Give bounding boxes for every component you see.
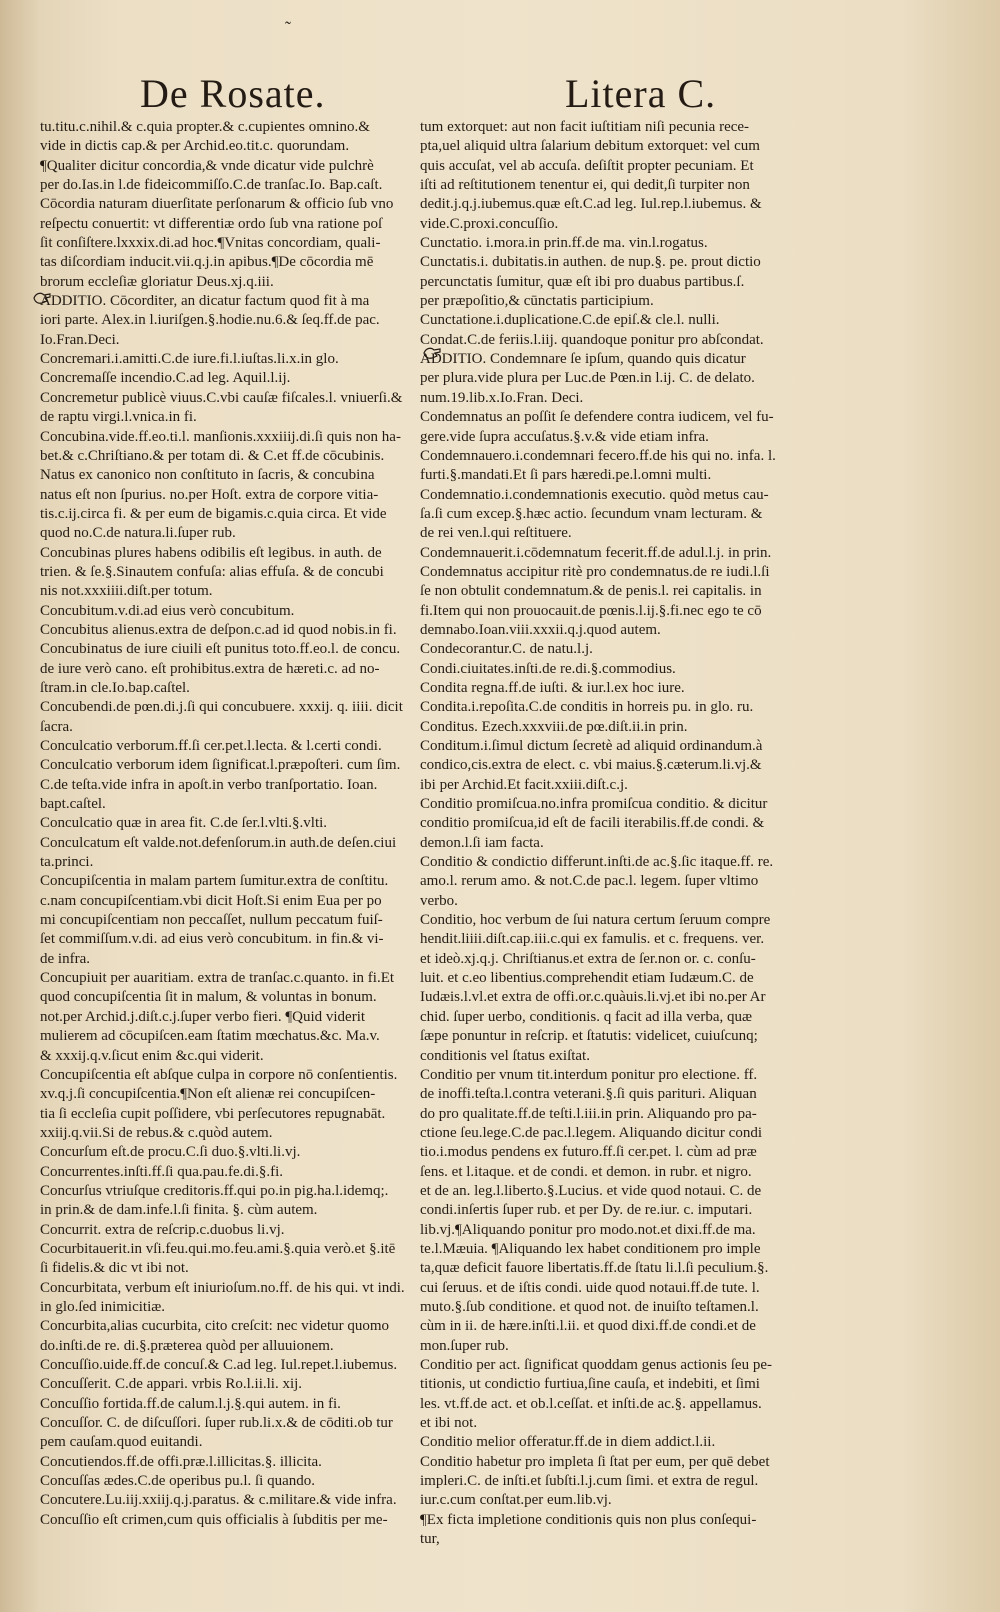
- text-line: Concubendi.de pœn.di.j.ſi qui concubuere. xxxij. q. iiii. dicit: [40, 699, 403, 716]
- text-line: de raptu virgi.l.vnica.in fi.: [40, 409, 197, 426]
- text-line: muto.§.ſub conditione. et quod not. de inuiſto teſtamen.l.: [420, 1298, 759, 1315]
- text-line: quod concupiſcentia ſit in malum, & voluntas in bonum.: [40, 989, 377, 1006]
- text-line: te.l.Mæuia. ¶Aliquando lex habet conditionem pro imple: [420, 1240, 761, 1257]
- text-line: Conditio promiſcua.no.infra promiſcua conditio. & dicitur: [420, 796, 768, 813]
- text-line: tia ſi eccleſia cupit poſſidere, vbi perſecutores repugnabāt.: [40, 1105, 386, 1122]
- text-line: Concurſus vtriuſque creditoris.ff.qui po.in pig.ha.l.idemq;.: [40, 1182, 389, 1199]
- text-line: tas diſcordiam inducit.vii.q.j.in apibus.¶De cōcordia mē: [40, 254, 374, 271]
- text-line: Cunctatione.i.duplicatione.C.de epiſ.& cle.l. nulli.: [420, 312, 720, 329]
- text-line: Concubina.vide.ff.eo.ti.l. manſionis.xxxiiij.di.ſi quis non ha-: [40, 428, 401, 445]
- text-line: conditionis vel ſtatus exiſtat.: [420, 1047, 590, 1064]
- running-head-right: Litera C.: [565, 71, 717, 116]
- text-line: bet.& c.Chriſtiano.& per totam di. & C.et ff.de cōcubinis.: [40, 447, 385, 464]
- text-line: Conculcatio verborum idem ſignificat.l.præpoſteri. cum ſim.: [40, 757, 401, 774]
- text-line: amo.l. rerum amo. & not.C.de pac.l. legem. ſuper vltimo: [420, 873, 759, 890]
- text-line: Concutere.Lu.iij.xxiij.q.j.paratus. & c.militare.& vide infra.: [40, 1492, 397, 1509]
- text-line: Concutiendos.ff.de offi.præ.l.illicitas.§. illicita.: [40, 1453, 322, 1470]
- text-line: ſens. et l.itaque. et de condi. et demon. in rubr. et nigro.: [420, 1163, 752, 1180]
- text-line: Concubitus alienus.extra de deſpon.c.ad id quod nobis.in fi.: [40, 621, 397, 638]
- text-line: et ibi not.: [420, 1415, 478, 1432]
- text-line: do pro qualitate.ff.de teſti.l.iii.in prin. Aliquando pro pa-: [420, 1105, 757, 1122]
- text-line: Conditio melior offeratur.ff.de in diem addict.l.ii.: [420, 1434, 716, 1451]
- text-line: in glo.ſed inimicitiæ.: [40, 1298, 165, 1315]
- text-line: pem cauſam.quod euitandi.: [40, 1434, 203, 1451]
- right-column: [420, 118, 844, 1549]
- text-line: Condemnauero.i.condemnari fecero.ff.de his qui no. infa. l.: [420, 447, 776, 464]
- text-line: per do.Ias.in l.de fideicommiſſo.C.de tranſac.Io. Bap.caſt.: [40, 177, 383, 194]
- text-line: Condita.i.repoſita.C.de conditis in horreis pu. in glo. ru.: [420, 699, 754, 716]
- text-line: Concurrit. extra de reſcrip.c.duobus li.vj.: [40, 1221, 285, 1238]
- text-line: Conditio & condictio differunt.inſti.de ac.§.ſic itaque.ff. re.: [420, 854, 774, 871]
- text-line: Cunctatis.i. dubitatis.in authen. de nup.§. pe. prout dictio: [420, 254, 761, 271]
- text-line: c.nam concupiſcentiam.vbi dicit Hoſt.Si enim Eua per po: [40, 892, 382, 909]
- text-line: Conculcatio quæ in area fit. C.de ſer.l.vlti.§.vlti.: [40, 815, 328, 832]
- text-line: Cōcordia naturam diuerſitate perſonarum & officio ſub vno: [40, 196, 394, 213]
- text-line: bapt.caſtel.: [40, 796, 106, 813]
- text-line: mon.ſuper rub.: [420, 1337, 509, 1354]
- text-line: pta,uel aliquid ultra ſalarium debitum extorquet: vel cum: [420, 138, 760, 155]
- text-line: Condemnatio.i.condemnationis executio. quòd metus cau-: [420, 486, 769, 503]
- text-line: iur.c.cum conſtat.per eum.lib.vj.: [420, 1492, 612, 1509]
- text-line: Natus ex canonico non conſtituto in ſacris, & concubina: [40, 467, 375, 484]
- text-line: Concurbitata, verbum eſt iniurioſum.no.ff. de his qui. vt indi.: [40, 1279, 405, 1296]
- text-line: trien. & ſe.§.Sinautem confuſa: alias effuſa. & de concubi: [40, 563, 384, 580]
- text-line: brorum eccleſiæ gloriatur Deus.xj.q.iii.: [40, 273, 274, 290]
- text-line: et ideò.xj.q.j. Chriſtianus.et extra de ſer.non or. c. conſu-: [420, 950, 756, 967]
- text-line: Concremetur publicè viuus.C.vbi cauſæ fiſcales.l. vniuerſi.&: [40, 389, 403, 406]
- text-line: ſet commiſſum.v.di. ad eius verò concubitum. in fin.& vi-: [40, 931, 384, 948]
- text-line: quis accuſat, vel ab accuſa. deſiſtit propter pecuniam. Et: [420, 157, 754, 174]
- text-line: Conculcatio verborum.ff.ſi cer.pet.l.lecta. & l.certi condi.: [40, 738, 382, 754]
- text-line: Concuſſio eſt crimen,cum quis officialis à ſubditis per me-: [40, 1511, 388, 1528]
- text-line: tum extorquet: aut non facit iuſtitiam niſi pecunia rece-: [420, 119, 750, 135]
- text-line: cùm in ii. de hære.inſti.l.ii. et quod dixi.ff.de condi.et de: [420, 1318, 756, 1335]
- text-line: hendit.liiii.diſt.cap.iii.c.qui ex famulis. et c. frequens. ver.: [420, 931, 765, 948]
- text-line: Conculcatum eſt valde.not.defenſorum.in auth.de deſen.ciui: [40, 834, 397, 851]
- text-line: Io.Fran.Deci.: [40, 331, 120, 348]
- text-line: ADDITIO. Condemnare ſe ipſum, quando quis dicatur: [420, 351, 746, 368]
- text-line: Concuſſio fortida.ff.de calum.l.j.§.qui autem. in fi.: [40, 1395, 341, 1412]
- text-line: ¶Ex ficta impletione conditionis quis non plus conſequi-: [420, 1511, 757, 1528]
- text-line: Concubitum.v.di.ad eius verò concubitum.: [40, 602, 295, 619]
- text-line: condico,cis.extra de elect. c. vbi maius.§.cæterum.li.vj.&: [420, 757, 762, 774]
- text-line: ſa.ſi cum excep.§.hæc actio. ſecundum vnam lecturam. &: [420, 505, 763, 522]
- text-line: Concuſſio.uide.ff.de concuſ.& C.ad leg. Iul.repet.l.iubemus.: [40, 1357, 398, 1373]
- text-line: verbo.: [420, 892, 458, 909]
- text-line: conditio promiſcua,id eſt de facili iterabilis.ff.de condi. &: [420, 815, 765, 832]
- text-line: C.de teſta.vide infra in apoſt.in verbo tranſportatio. Ioan.: [40, 776, 378, 793]
- text-line: percunctatis ſumitur, quæ eſt ibi pro duabus partibus.ſ.: [420, 273, 745, 290]
- text-line: tur,: [420, 1531, 440, 1548]
- text-line: Condemnauerit.i.cōdemnatum fecerit.ff.de adul.l.j. in prin.: [420, 544, 772, 561]
- text-line: Concuſſas ædes.C.de operibus pu.l. ſi quando.: [40, 1473, 315, 1490]
- text-line: ctione ſeu.lege.C.de pac.l.legem. Aliquando dicitur condi: [420, 1124, 762, 1141]
- text-line: reſpectu conuertit: vt differentiæ ordo ſub vna ratione poſ: [40, 215, 383, 232]
- text-line: Condemnatus an poſſit ſe defendere contra iudicem, vel fu-: [420, 409, 774, 426]
- text-line: lib.vj.¶Aliquando ponitur pro modo.not.et dixi.ff.de ma.: [420, 1221, 756, 1238]
- text-line: de iure verò cano. eſt prohibitus.extra de hæreti.c. ad no-: [40, 660, 380, 677]
- text-line: vide.C.proxi.concuſſio.: [420, 215, 559, 232]
- text-line: de inoffi.teſta.l.contra veterani.§.ſi quis parituri. Aliquan: [420, 1086, 757, 1103]
- text-line: vide in dictis cap.& per Archid.eo.tit.c. quorundam.: [40, 138, 350, 155]
- text-line: xv.q.j.ſi concupiſcentia.¶Non eſt alienæ rei concupiſcen-: [40, 1086, 376, 1103]
- text-line: nis not.xxxiiii.diſt.per totum.: [40, 583, 213, 600]
- text-line: Concubinatus de iure ciuili eſt punitus toto.ff.eo.l. de concu.: [40, 641, 401, 658]
- text-line: demon.l.ſi iam facta.: [420, 834, 544, 851]
- text-line: Cunctatio. i.mora.in prin.ff.de ma. vin.l.rogatus.: [420, 235, 708, 252]
- text-line: ſit conſiſtere.lxxxix.di.ad hoc.¶Vnitas concordiam, quali-: [40, 235, 381, 252]
- text-line: Concurrentes.inſti.ff.ſi qua.pau.fe.di.§.fi.: [40, 1163, 283, 1180]
- text-line: tio.i.modus pendens ex futuro.ff.ſi cer.pet. l. cùm ad præ: [420, 1144, 757, 1161]
- text-line: fi.Item qui non prouocauit.de pœnis.l.ij.§.fi.nec ego te cō: [420, 602, 762, 619]
- text-line: mulierem ad cōcupiſcen.eam ſtatim mœchatus.&c. Ma.v.: [40, 1028, 380, 1045]
- text-line: ibi per Archid.Et facit.xxiii.diſt.c.j.: [420, 776, 628, 793]
- text-line: Condecorantur.C. de natu.l.j.: [420, 641, 593, 658]
- text-line: mi concupiſcentiam non peccaſſet, nullum peccatum fuiſ-: [40, 912, 383, 929]
- text-line: demnabo.Ioan.viii.xxxii.q.j.quod autem.: [420, 621, 661, 638]
- left-column: [40, 118, 420, 1530]
- text-line: per plura.vide plura per Luc.de Pœn.in l.ij. C. de delato.: [420, 370, 755, 387]
- text-line: Iudæis.l.vl.et extra de offi.or.c.quàuis.li.vj.et ibi no.per Ar: [420, 989, 766, 1006]
- text-line: Conditio per vnum tit.interdum ponitur pro electione. ff.: [420, 1066, 758, 1083]
- text-line: do.inſti.de re. di.§.præterea quòd per alluuionem.: [40, 1337, 334, 1354]
- text-line: Concremari.i.amitti.C.de iure.fi.l.iuſtas.li.x.in glo.: [40, 351, 339, 368]
- text-line: gere.vide ſupra accuſatus.§.v.& vide etiam infra.: [420, 428, 709, 445]
- text-line: in prin.& de dam.infe.l.ſi finita. §. cùm autem.: [40, 1202, 318, 1219]
- text-line: chid. ſuper uerbo, conditionis. q facit ad illa verba, quæ: [420, 1008, 752, 1025]
- text-line: ſtram.in cle.Io.bap.caſtel.: [40, 679, 190, 696]
- printer-mark: ˜: [285, 18, 291, 38]
- text-line: ſi fidelis.& dic vt ibi not.: [40, 1260, 189, 1277]
- text-line: num.19.lib.x.Io.Fran. Deci.: [420, 389, 584, 406]
- text-line: Concupiuit per auaritiam. extra de tranſac.c.quanto. in fi.Et: [40, 970, 395, 987]
- text-line: ſacra.: [40, 718, 73, 735]
- text-line: Conditus. Ezech.xxxviii.de pœ.diſt.ii.in prin.: [420, 718, 688, 735]
- text-line: Concubinas plures habens odibilis eſt legibus. in auth. de: [40, 544, 382, 561]
- text-line: quod no.C.de natura.li.ſuper rub.: [40, 525, 236, 542]
- text-line: Concupiſcentia in malam partem ſumitur.extra de conſtitu.: [40, 873, 389, 890]
- text-line: Concuſſerit. C.de appari. vrbis Ro.l.ii.li. xij.: [40, 1376, 303, 1393]
- text-line: Concuſſor. C. de diſcuſſori. ſuper rub.li.x.& de cōditi.ob tur: [40, 1415, 393, 1432]
- text-line: Concurſum eſt.de procu.C.ſi duo.§.vlti.li.vj.: [40, 1144, 301, 1161]
- text-line: ta,quæ deficit fauore libertatis.ff.de ſtatu li.l.ſi peculium.§.: [420, 1260, 769, 1277]
- text-line: Cocurbitauerit.in vſi.feu.qui.mo.feu.ami.§.quia verò.et §.itē: [40, 1240, 396, 1257]
- text-line: de rei ven.l.qui reſtituere.: [420, 525, 572, 542]
- text-line: de infra.: [40, 950, 90, 967]
- text-line: ſæpe ponuntur in reſcrip. et ſtatutis: videlicet, cuiuſcunq;: [420, 1028, 758, 1045]
- text-line: iori parte. Alex.in l.iuriſgen.§.hodie.nu.6.& ſeq.ff.de pac.: [40, 312, 380, 329]
- text-line: ta.princi.: [40, 854, 94, 871]
- text-line: natus eſt non ſpurius. no.per Hoſt. extra de corpore vitia-: [40, 486, 379, 503]
- text-line: Condat.C.de feriis.l.iij. quandoque ponitur pro abſcondat.: [420, 331, 764, 348]
- text-line: furti.§.mandati.Et ſi pars hæredi.pe.l.omni multi.: [420, 467, 712, 484]
- text-line: et de an. leg.l.liberto.§.Lucius. et vide quod notaui. C. de: [420, 1182, 762, 1199]
- text-line: Conditum.i.ſimul dictum ſecretè ad aliquid ordinandum.à: [420, 738, 763, 754]
- text-line: Conditio habetur pro impleta ſi ſtat per eum, per quē debet: [420, 1453, 770, 1470]
- text-line: condi.inſertis ſuper rub. et per Dy. de re.iur. c. imputari.: [420, 1202, 753, 1219]
- text-line: per præpoſitio,& cūnctatis participium.: [420, 293, 654, 310]
- text-line: tu.titu.c.nihil.& c.quia propter.& c.cupientes omnino.&: [40, 119, 370, 135]
- text-line: Condi.ciuitates.inſti.de re.di.§.commodius.: [420, 660, 676, 677]
- text-line: Condemnatus accipitur ritè pro condemnatus.de re iudi.l.ſi: [420, 563, 770, 580]
- text-line: Condita regna.ff.de iuſti. & iur.l.ex hoc iure.: [420, 679, 685, 696]
- text-line: & xxxij.q.v.ſicut enim &c.qui viderit.: [40, 1047, 264, 1064]
- text-line: impleri.C. de inſti.et ſubſti.l.j.cum ſimi. et extra de regul.: [420, 1473, 759, 1490]
- text-line: les. vt.ff.de act. et ob.l.ceſſat. et inſti.de ac.§. appellamus.: [420, 1395, 762, 1412]
- text-line: Conditio per act. ſignificat quoddam genus actionis ſeu pe-: [420, 1357, 772, 1373]
- running-head-left: De Rosate.: [140, 71, 326, 116]
- text-line: Concremaſſe incendio.C.ad leg. Aquil.l.ij.: [40, 370, 291, 387]
- text-line: tis.c.ij.circa fi. & per eum de bigamis.c.quia circa. Et vide: [40, 505, 387, 522]
- text-line: ſe non obtulit condemnatum.& de penis.l. rei capitalis. in: [420, 583, 762, 600]
- text-line: ¶Qualiter dicitur concordia,& vnde dicatur vide pulchrè: [40, 157, 374, 174]
- text-line: not.per Archid.j.diſt.c.j.ſuper verbo fieri. ¶Quid viderit: [40, 1008, 366, 1025]
- text-line: iſti ad reſtitutionem tenentur ei, qui dedit,ſi turpiter non: [420, 177, 750, 194]
- text-line: xxiij.q.vii.Si de rebus.& c.quòd autem.: [40, 1124, 273, 1141]
- text-line: Concurbita,alias cucurbita, cito creſcit: nec videtur quomo: [40, 1318, 390, 1335]
- text-line: ADDITIO. Cōcorditer, an dicatur factum quod fit à ma: [40, 293, 370, 310]
- text-line: Concupiſcentia eſt abſque culpa in corpore nō conſentientis.: [40, 1066, 398, 1083]
- text-line: Conditio, hoc verbum de ſui natura certum ſeruum compre: [420, 912, 771, 929]
- text-line: cui ſeruus. et de iſtis condi. uide quod notaui.ff.de tute. l.: [420, 1279, 760, 1296]
- text-line: titionis, ut condictio furtiua,ſine cauſa, et indebiti, et ſimi: [420, 1376, 760, 1393]
- text-line: dedit.j.q.j.iubemus.quæ eſt.C.ad leg. Iul.rep.l.iubemus. &: [420, 196, 762, 213]
- text-line: luit. et c.eo libentius.comprehendit etiam Iudæum.C. de: [420, 970, 754, 987]
